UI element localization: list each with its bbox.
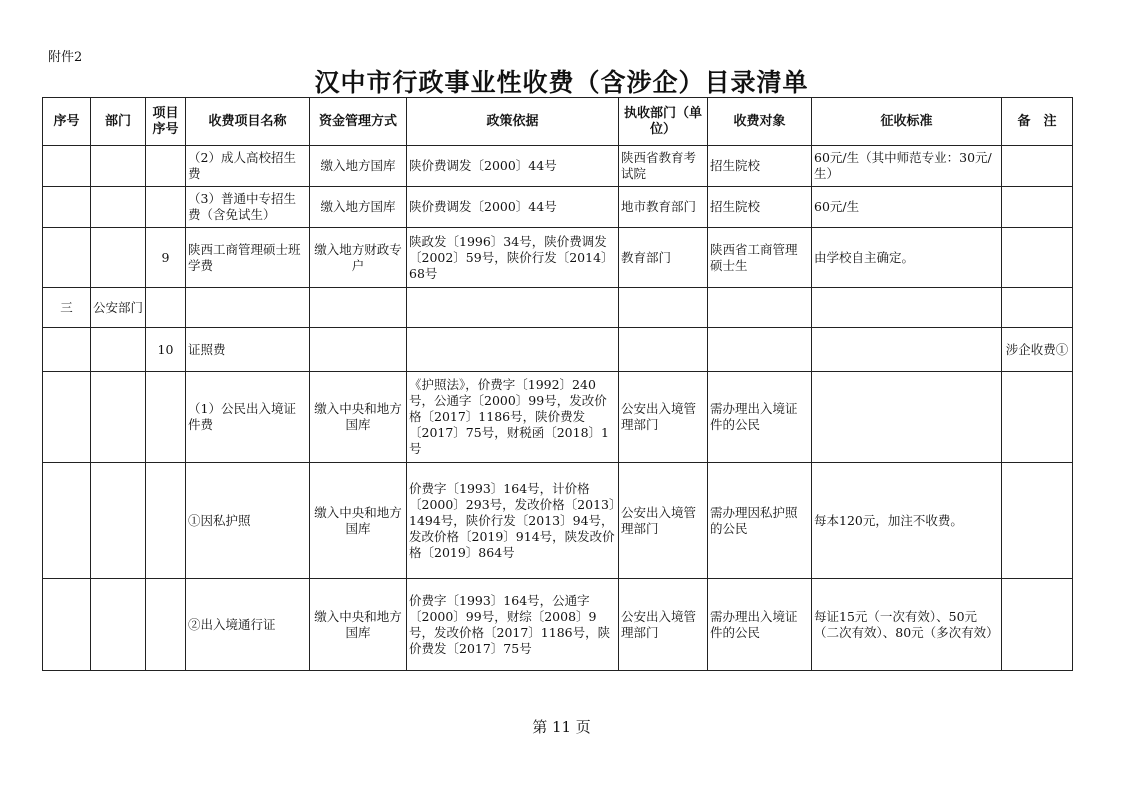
cell-standard [812,328,1002,372]
header-target: 收费对象 [708,98,812,146]
cell-remark: 涉企收费① [1002,328,1073,372]
cell-standard: 60元/生（其中师范专业：30元/生） [812,146,1002,187]
cell-fund-mgmt: 缴入地方财政专户 [310,228,407,288]
table-row [43,288,1073,328]
cell-fund-mgmt: 缴入地方国库 [310,187,407,228]
cell-target [708,288,812,328]
cell-fund-mgmt: 缴入中央和地方国库 [310,463,407,579]
cell-item-name [186,288,310,328]
table-row [43,372,1073,463]
cell-policy [407,288,619,328]
cell-standard: 每证15元（一次有效）、50元（二次有效）、80元（多次有效） [812,579,1002,671]
table-row [43,579,1073,671]
cell-seq [43,228,91,288]
cell-collector [619,288,708,328]
cell-item-seq [146,372,186,463]
cell-collector: 地市教育部门 [619,187,708,228]
cell-collector: 公安出入境管理部门 [619,579,708,671]
header-seq: 序号 [43,98,91,146]
cell-target: 招生院校 [708,187,812,228]
cell-standard: 由学校自主确定。 [812,228,1002,288]
cell-target: 招生院校 [708,146,812,187]
cell-item-seq: 9 [146,228,186,288]
cell-remark [1002,372,1073,463]
cell-dept [91,463,146,579]
cell-seq [43,187,91,228]
cell-collector: 陕西省教育考试院 [619,146,708,187]
cell-dept [91,579,146,671]
cell-dept [91,228,146,288]
cell-fund-mgmt: 缴入地方国库 [310,146,407,187]
header-row [43,98,1073,146]
cell-seq: 三 [43,288,91,328]
cell-remark [1002,228,1073,288]
cell-target: 需办理因私护照的公民 [708,463,812,579]
table-row [43,187,1073,228]
cell-target: 需办理出入境证件的公民 [708,372,812,463]
cell-dept: 公安部门 [91,288,146,328]
page-title: 汉中市行政事业性收费（含涉企）目录清单 [314,68,809,97]
cell-seq [43,372,91,463]
header-dept: 部门 [91,98,146,146]
cell-dept [91,372,146,463]
cell-dept [91,187,146,228]
header-item-seq: 项目序号 [146,98,186,146]
cell-fund-mgmt: 缴入中央和地方国库 [310,579,407,671]
cell-remark [1002,579,1073,671]
cell-remark [1002,146,1073,187]
header-item-name: 收费项目名称 [186,98,310,146]
cell-item-seq: 10 [146,328,186,372]
cell-collector [619,328,708,372]
cell-target [708,328,812,372]
cell-item-name: ②出入境通行证 [186,579,310,671]
cell-item-seq [146,579,186,671]
cell-item-name: 陕西工商管理硕士班学费 [186,228,310,288]
cell-remark [1002,187,1073,228]
cell-item-name: （3）普通中专招生费（含免试生） [186,187,310,228]
cell-standard: 每本120元，加注不收费。 [812,463,1002,579]
cell-collector: 公安出入境管理部门 [619,372,708,463]
cell-item-seq [146,463,186,579]
cell-collector: 公安出入境管理部门 [619,463,708,579]
header-collector: 执收部门（单位） [619,98,708,146]
cell-policy: 陕价费调发〔2000〕44号 [407,187,619,228]
cell-policy: 《护照法》，价费字〔1992〕240号，公通字〔2000〕99号，发改价格〔2017〕1186号，陕价费发〔2017〕75号，财税函〔2018〕1号 [407,372,619,463]
cell-item-name: 证照费 [186,328,310,372]
table-row [43,328,1073,372]
cell-target: 陕西省工商管理硕士生 [708,228,812,288]
cell-fund-mgmt [310,288,407,328]
cell-policy: 价费字〔1993〕164号，公通字〔2000〕99号，财综〔2008〕9号，发改价格〔2017〕1186号，陕价费发〔2017〕75号 [407,579,619,671]
header-fund-mgmt: 资金管理方式 [310,98,407,146]
page-number: 第 11 页 [532,718,591,736]
cell-item-seq [146,288,186,328]
cell-dept [91,146,146,187]
cell-standard: 60元/生 [812,187,1002,228]
cell-policy: 陕政发〔1996〕34号，陕价费调发〔2002〕59号，陕价行发〔2014〕68号 [407,228,619,288]
table-row [43,146,1073,187]
table-row [43,463,1073,579]
cell-standard [812,372,1002,463]
cell-item-seq [146,146,186,187]
cell-seq [43,579,91,671]
cell-collector: 教育部门 [619,228,708,288]
cell-policy: 价费字〔1993〕164号，计价格〔2000〕293号，发改价格〔2013〕1494号，陕价行发〔2013〕94号，发改价格〔2019〕914号，陕发改价格〔2019〕864号 [407,463,619,579]
header-standard: 征收标准 [812,98,1002,146]
table-row [43,228,1073,288]
cell-policy [407,328,619,372]
cell-fund-mgmt [310,328,407,372]
header-policy: 政策依据 [407,98,619,146]
cell-policy: 陕价费调发〔2000〕44号 [407,146,619,187]
cell-item-name: （2）成人高校招生费 [186,146,310,187]
fee-catalog-table [42,97,1073,671]
cell-seq [43,328,91,372]
cell-dept [91,328,146,372]
cell-seq [43,463,91,579]
cell-remark [1002,288,1073,328]
cell-item-name: （1）公民出入境证件费 [186,372,310,463]
cell-item-seq [146,187,186,228]
cell-standard [812,288,1002,328]
cell-item-name: ①因私护照 [186,463,310,579]
attachment-label: 附件2 [48,50,83,65]
cell-remark [1002,463,1073,579]
cell-seq [43,146,91,187]
cell-fund-mgmt: 缴入中央和地方国库 [310,372,407,463]
cell-target: 需办理出入境证件的公民 [708,579,812,671]
header-remark: 备 注 [1002,98,1073,146]
